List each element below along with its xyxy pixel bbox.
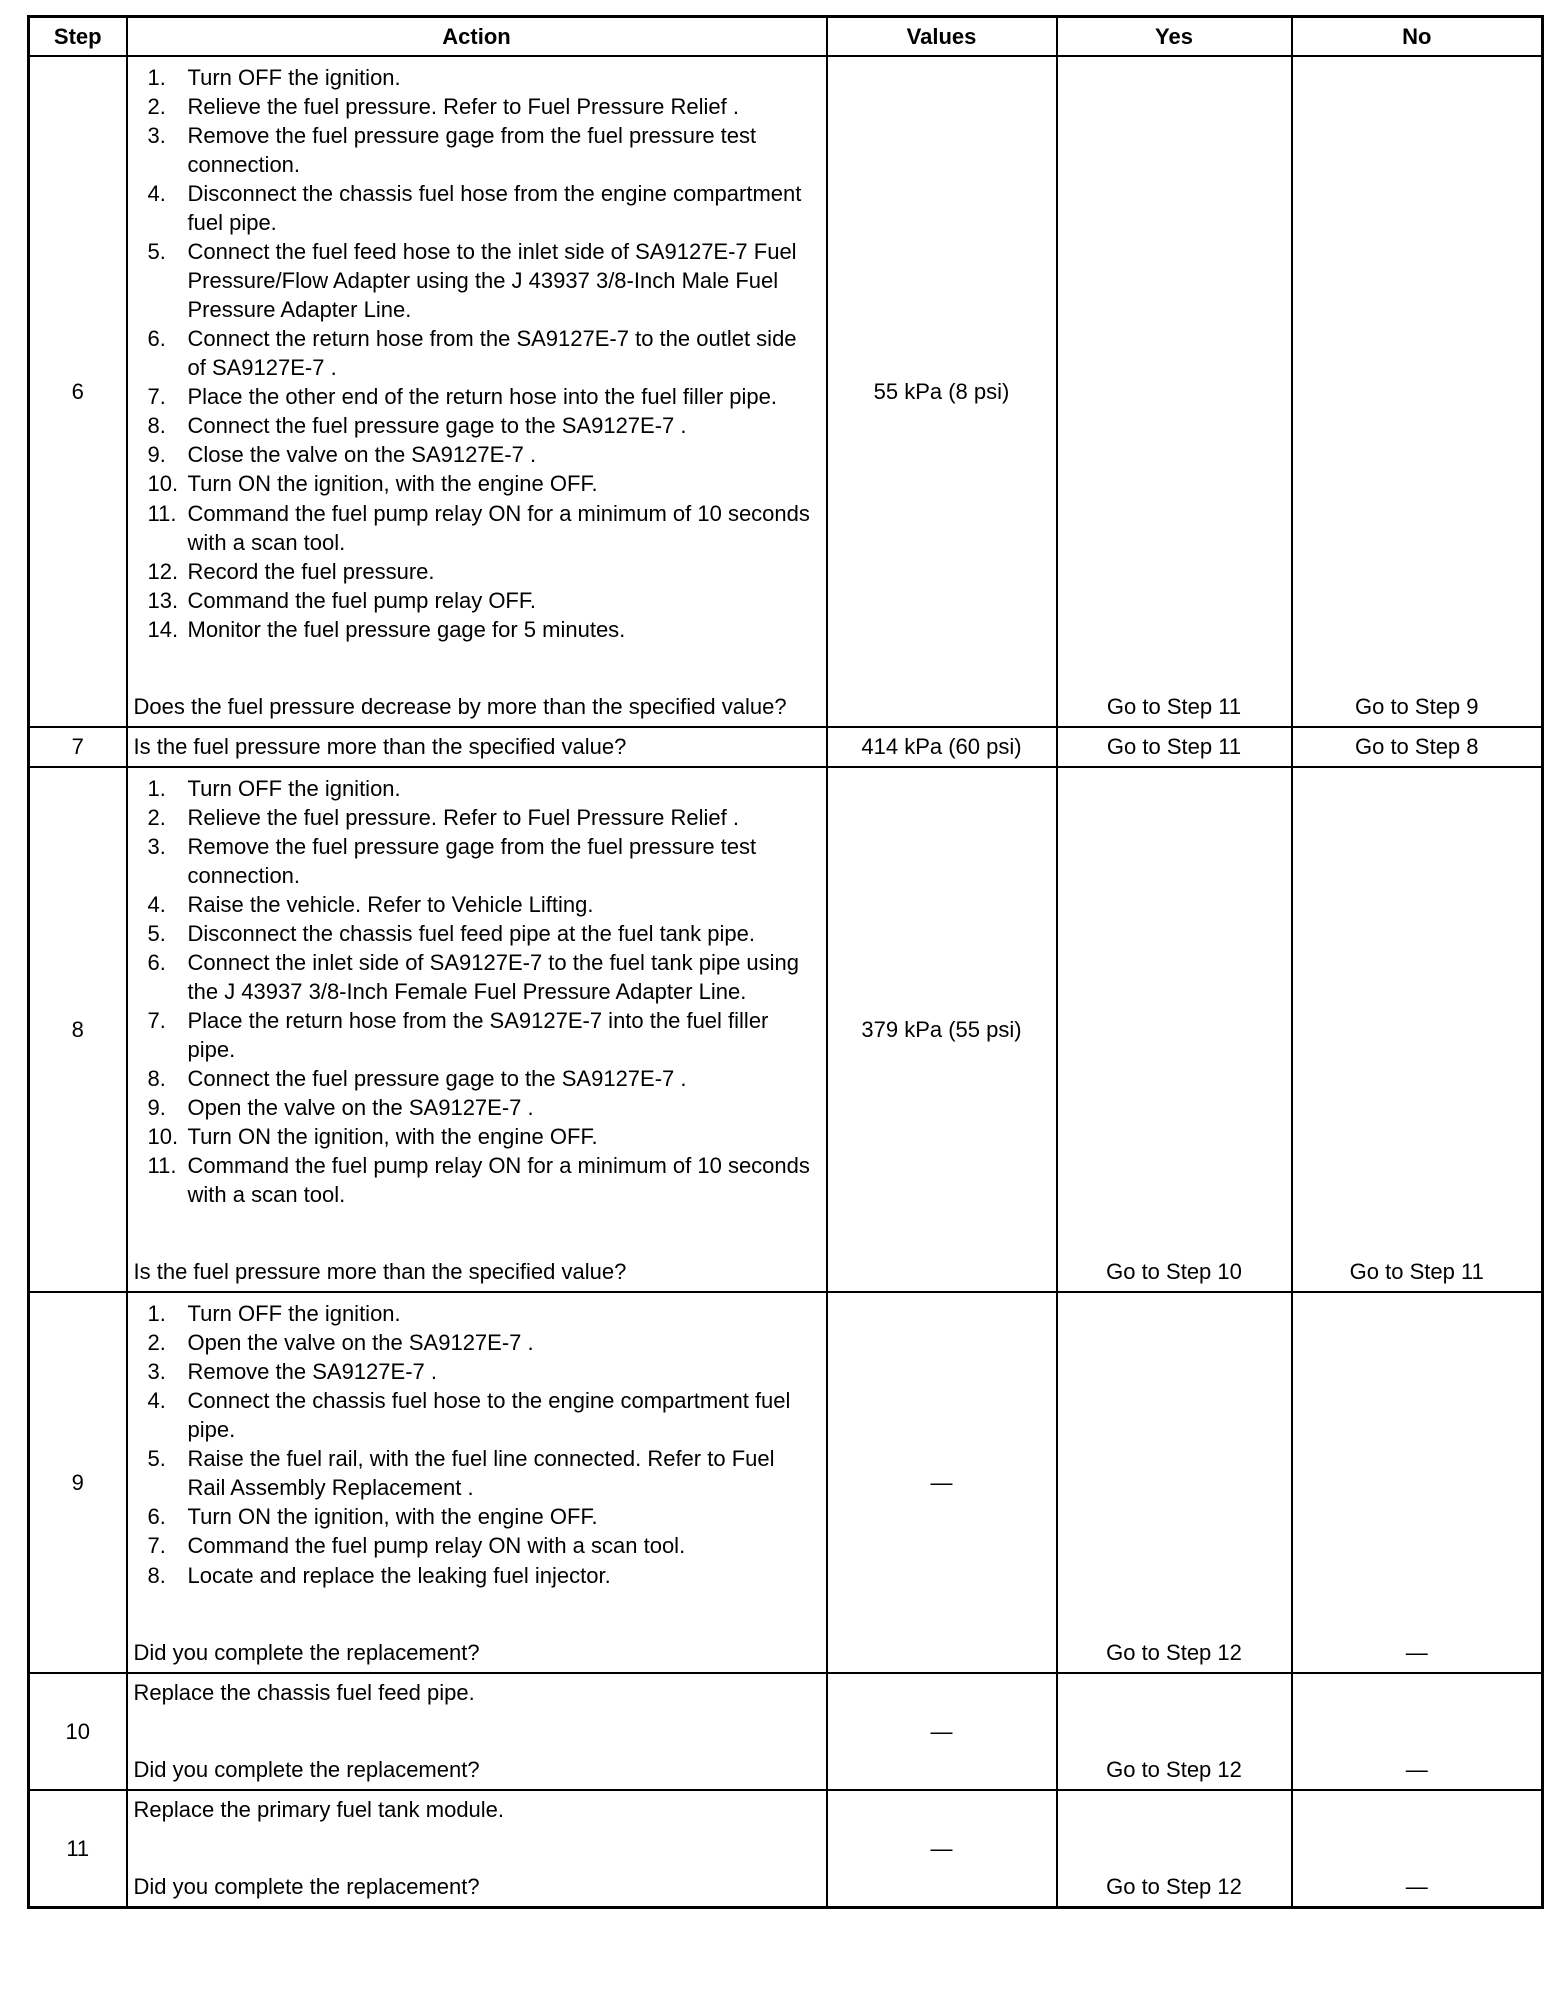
action-item-text: Monitor the fuel pressure gage for 5 minutes.	[187, 616, 626, 642]
action-item-number: 10.	[147, 471, 179, 497]
action-question: Does the fuel pressure decrease by more than the specified value?	[133, 693, 787, 719]
no-cell: —	[1292, 1673, 1543, 1790]
action-item	[148, 1151, 818, 1209]
action-item-text: Turn OFF the ignition.	[187, 775, 401, 801]
values-cell: —	[827, 1673, 1057, 1790]
yes-cell: Go to Step 12	[1057, 1292, 1292, 1672]
action-item	[148, 121, 818, 179]
action-item	[148, 774, 818, 803]
action-item-text: Open the valve on the SA9127E-7 .	[187, 1095, 534, 1121]
action-question: Did you complete the replacement?	[133, 1873, 480, 1899]
action-item	[148, 1064, 818, 1093]
action-item-number: 9.	[147, 442, 166, 468]
action-item	[148, 832, 818, 890]
column-header-step: Step	[29, 17, 127, 57]
table-row	[29, 1292, 1543, 1672]
action-item-text: Relieve the fuel pressure. Refer to Fuel Pressure Relief .	[187, 804, 739, 830]
yes-cell: Go to Step 11	[1057, 56, 1292, 727]
action-item-number: 3.	[147, 833, 166, 859]
action-item-number: 5.	[147, 920, 166, 946]
step-number: 6	[29, 56, 127, 727]
header-row	[29, 17, 1543, 57]
action-item-number: 8.	[147, 1562, 166, 1588]
action-item-text: Raise the fuel rail, with the fuel line connected. Refer to Fuel Rail Assembly Replacement .	[187, 1446, 775, 1501]
action-item-text: Turn ON the ignition, with the engine OFF.	[187, 471, 598, 497]
action-cell	[127, 56, 827, 727]
table-body	[29, 56, 1543, 1907]
action-item	[148, 890, 818, 919]
action-item	[148, 411, 818, 440]
action-item	[148, 1357, 818, 1386]
action-cell	[127, 1790, 827, 1908]
action-question: Is the fuel pressure more than the specified value?	[133, 733, 627, 759]
action-item-text: Place the return hose from the SA9127E-7 into the fuel filler pipe.	[187, 1007, 769, 1062]
action-item-text: Turn ON the ignition, with the engine OFF.	[187, 1504, 598, 1530]
action-item-number: 3.	[147, 123, 166, 149]
action-item-text: Remove the SA9127E-7 .	[187, 1359, 437, 1385]
action-item-number: 11.	[147, 500, 177, 526]
values-cell: 55 kPa (8 psi)	[827, 56, 1057, 727]
action-item	[148, 1093, 818, 1122]
table-row	[29, 727, 1543, 767]
action-item-text: Connect the inlet side of SA9127E-7 to the fuel tank pipe using the J 43937 3/8-Inch Female Fuel Pressure Adapter Line.	[187, 949, 800, 1004]
action-item-text: Relieve the fuel pressure. Refer to Fuel Pressure Relief .	[187, 94, 739, 120]
action-item-number: 7.	[147, 384, 166, 410]
action-item	[148, 499, 818, 557]
action-item-text: Command the fuel pump relay OFF.	[187, 587, 536, 613]
action-list	[148, 774, 818, 1209]
action-item-text: Command the fuel pump relay ON for a minimum of 10 seconds with a scan tool.	[187, 500, 810, 555]
action-item	[148, 1122, 818, 1151]
action-item-text: Raise the vehicle. Refer to Vehicle Lifting.	[187, 891, 594, 917]
action-item-text: Remove the fuel pressure gage from the fuel pressure test connection.	[187, 833, 757, 888]
action-item	[148, 1502, 818, 1531]
action-item	[148, 586, 818, 615]
column-header-values: Values	[827, 17, 1057, 57]
action-item	[148, 179, 818, 237]
action-item-text: Open the valve on the SA9127E-7 .	[187, 1330, 534, 1356]
action-text: Replace the primary fuel tank module.	[133, 1796, 505, 1822]
yes-cell: Go to Step 12	[1057, 1673, 1292, 1790]
action-item-text: Command the fuel pump relay ON with a scan tool.	[187, 1533, 686, 1559]
yes-cell: Go to Step 12	[1057, 1790, 1292, 1908]
step-number: 11	[29, 1790, 127, 1908]
action-item-text: Connect the chassis fuel hose to the engine compartment fuel pipe.	[187, 1388, 791, 1443]
action-item	[148, 382, 818, 411]
no-cell: Go to Step 9	[1292, 56, 1543, 727]
table-row	[29, 1790, 1543, 1908]
action-item	[148, 919, 818, 948]
action-item-number: 8.	[147, 1066, 166, 1092]
yes-cell: Go to Step 11	[1057, 727, 1292, 767]
action-item	[148, 1006, 818, 1064]
action-item	[148, 92, 818, 121]
action-item	[148, 63, 818, 92]
action-item-text: Connect the return hose from the SA9127E-7 to the outlet side of SA9127E-7 .	[187, 326, 797, 381]
action-item	[148, 948, 818, 1006]
table-row	[29, 767, 1543, 1293]
action-item-text: Command the fuel pump relay ON for a minimum of 10 seconds with a scan tool.	[187, 1153, 810, 1208]
action-item-number: 2.	[147, 804, 166, 830]
action-item	[148, 1561, 818, 1590]
no-cell: Go to Step 8	[1292, 727, 1543, 767]
action-question: Did you complete the replacement?	[133, 1756, 480, 1782]
action-item-text: Connect the fuel pressure gage to the SA9127E-7 .	[187, 413, 687, 439]
action-item	[148, 324, 818, 382]
action-item-text: Close the valve on the SA9127E-7 .	[187, 442, 537, 468]
action-item	[148, 1328, 818, 1357]
action-item	[148, 557, 818, 586]
action-list	[148, 63, 818, 644]
step-number: 8	[29, 767, 127, 1293]
table-row	[29, 1673, 1543, 1790]
action-item-number: 1.	[147, 65, 166, 91]
action-item-text: Turn OFF the ignition.	[187, 65, 401, 91]
table-header	[29, 17, 1543, 57]
action-item	[148, 237, 818, 324]
action-item-number: 6.	[147, 1504, 166, 1530]
action-item-text: Disconnect the chassis fuel feed pipe at the fuel tank pipe.	[187, 920, 755, 946]
action-item-text: Record the fuel pressure.	[187, 558, 435, 584]
action-list	[148, 1299, 818, 1589]
action-item	[148, 803, 818, 832]
column-header-yes: Yes	[1057, 17, 1292, 57]
action-item-text: Turn ON the ignition, with the engine OFF.	[187, 1124, 598, 1150]
action-item-number: 10.	[147, 1124, 179, 1150]
action-text: Replace the chassis fuel feed pipe.	[133, 1679, 475, 1705]
action-item	[148, 1299, 818, 1328]
action-item-number: 2.	[147, 1330, 166, 1356]
column-header-no: No	[1292, 17, 1543, 57]
action-item	[148, 1444, 818, 1502]
no-cell: —	[1292, 1790, 1543, 1908]
action-cell	[127, 767, 827, 1293]
action-item-number: 8.	[147, 413, 166, 439]
action-item-text: Disconnect the chassis fuel hose from the engine compartment fuel pipe.	[187, 181, 802, 236]
action-item	[148, 615, 818, 644]
action-item-number: 4.	[147, 1388, 166, 1414]
action-item-number: 6.	[147, 949, 166, 975]
action-item-number: 1.	[147, 1301, 166, 1327]
action-item-number: 5.	[147, 1446, 166, 1472]
diagnostic-table	[27, 15, 1544, 1909]
action-item-number: 3.	[147, 1359, 166, 1385]
action-item-number: 5.	[147, 239, 166, 265]
action-item-number: 9.	[147, 1095, 166, 1121]
action-item-text: Locate and replace the leaking fuel injector.	[187, 1562, 611, 1588]
action-cell	[127, 1292, 827, 1672]
action-cell	[127, 727, 827, 767]
no-cell: Go to Step 11	[1292, 767, 1543, 1293]
action-item-number: 7.	[147, 1533, 166, 1559]
step-number: 10	[29, 1673, 127, 1790]
action-item-number: 13.	[147, 587, 179, 613]
action-item	[148, 1386, 818, 1444]
table-row	[29, 56, 1543, 727]
no-cell: —	[1292, 1292, 1543, 1672]
action-item-number: 4.	[147, 891, 166, 917]
column-header-action: Action	[127, 17, 827, 57]
action-item-text: Place the other end of the return hose into the fuel filler pipe.	[187, 384, 777, 410]
action-item	[148, 1531, 818, 1560]
action-item-text: Turn OFF the ignition.	[187, 1301, 401, 1327]
action-item-number: 14.	[147, 616, 179, 642]
action-item-number: 2.	[147, 94, 166, 120]
action-item-text: Connect the fuel pressure gage to the SA9127E-7 .	[187, 1066, 687, 1092]
action-item	[148, 440, 818, 469]
action-item-number: 7.	[147, 1007, 166, 1033]
values-cell: —	[827, 1292, 1057, 1672]
action-item-number: 12.	[147, 558, 179, 584]
action-question: Did you complete the replacement?	[133, 1639, 480, 1665]
values-cell: —	[827, 1790, 1057, 1908]
action-cell	[127, 1673, 827, 1790]
action-item-number: 11.	[147, 1153, 177, 1179]
values-cell: 414 kPa (60 psi)	[827, 727, 1057, 767]
values-cell: 379 kPa (55 psi)	[827, 767, 1057, 1293]
action-item	[148, 469, 818, 498]
step-number: 9	[29, 1292, 127, 1672]
action-question: Is the fuel pressure more than the specified value?	[133, 1259, 627, 1285]
yes-cell: Go to Step 10	[1057, 767, 1292, 1293]
action-item-text: Remove the fuel pressure gage from the fuel pressure test connection.	[187, 123, 757, 178]
action-item-number: 4.	[147, 181, 166, 207]
action-item-number: 1.	[147, 775, 166, 801]
action-item-number: 6.	[147, 326, 166, 352]
action-item-text: Connect the fuel feed hose to the inlet side of SA9127E-7 Fuel Pressure/Flow Adapter using the J 43937 3/8-Inch Male Fuel Pressure Adapter Line.	[187, 239, 797, 323]
step-number: 7	[29, 727, 127, 767]
